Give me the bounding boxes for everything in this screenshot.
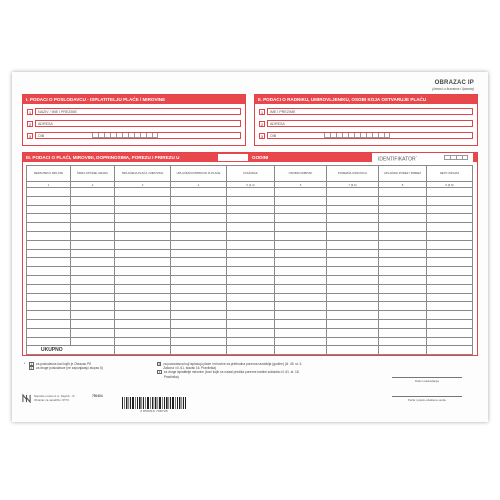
table-cell[interactable]: [171, 284, 227, 293]
table-cell[interactable]: [327, 258, 379, 267]
table-row: [27, 275, 473, 284]
note-item: 2 za druge poslodavce (ne zapunjavaju stupac 6): [30, 366, 103, 371]
table-cell[interactable]: [71, 258, 115, 267]
table-cell[interactable]: [171, 319, 227, 328]
col-header: UPLAĆENI POREZ I PRIREZ: [379, 166, 427, 182]
table-cell[interactable]: [27, 311, 71, 320]
table-cell[interactable]: [327, 319, 379, 328]
table-cell[interactable]: [427, 188, 473, 197]
table-cell[interactable]: [171, 267, 227, 276]
table-cell[interactable]: [327, 337, 379, 346]
form-sheet: [12, 72, 488, 422]
employee-name-row: [259, 108, 473, 115]
table-cell[interactable]: [171, 249, 227, 258]
table-cell[interactable]: [427, 223, 473, 232]
employee-oib-field[interactable]: [267, 132, 473, 139]
table-cell[interactable]: [227, 302, 275, 311]
section-payments-header: [23, 153, 477, 162]
field-number: 2: [28, 121, 32, 127]
table-cell[interactable]: [427, 337, 473, 346]
table-cell[interactable]: [327, 284, 379, 293]
table-cell[interactable]: [171, 275, 227, 284]
table-row: [27, 311, 473, 320]
table-cell[interactable]: [115, 188, 171, 197]
table-cell[interactable]: [227, 311, 275, 320]
col-header: DOHODAK: [227, 166, 275, 182]
oib-label: OIB: [270, 134, 277, 138]
table-cell[interactable]: [427, 311, 473, 320]
table-cell[interactable]: [327, 293, 379, 302]
table-cell[interactable]: [27, 249, 71, 258]
col-number: 6: [275, 182, 327, 188]
table-cell[interactable]: [227, 231, 275, 240]
barcode-number: 3 856016 708705: [140, 409, 168, 413]
table-cell[interactable]: [275, 231, 327, 240]
year-input[interactable]: [218, 154, 248, 161]
table-cell[interactable]: [275, 214, 327, 223]
col-header: REDNI BROJ ISPLATE: [27, 166, 71, 182]
table-cell[interactable]: [27, 240, 71, 249]
table-cell[interactable]: [227, 188, 275, 197]
form-title-block: [432, 80, 474, 91]
table-cell[interactable]: [71, 231, 115, 240]
table-cell[interactable]: [275, 293, 327, 302]
table-cell[interactable]: [171, 214, 227, 223]
table-cell[interactable]: [275, 188, 327, 197]
table-cell[interactable]: [275, 328, 327, 337]
table-cell[interactable]: [227, 258, 275, 267]
table-cell[interactable]: [27, 188, 71, 197]
signature-line[interactable]: [392, 396, 462, 397]
table-cell[interactable]: [327, 196, 379, 205]
table-cell[interactable]: [115, 214, 171, 223]
table-cell[interactable]: [275, 205, 327, 214]
table-cell[interactable]: [275, 267, 327, 276]
table-cell[interactable]: [379, 205, 427, 214]
field-number: 3: [28, 133, 32, 139]
col-number: 1: [27, 182, 71, 188]
table-cell[interactable]: [171, 205, 227, 214]
table-row: [27, 240, 473, 249]
table-cell[interactable]: [115, 328, 171, 337]
table-cell[interactable]: [427, 240, 473, 249]
oib-digit-cells: [92, 133, 158, 138]
section-payments: [22, 152, 478, 356]
col-header: UPLAĆENI DOPRINOSI IZ PLAĆE: [171, 166, 227, 182]
table-cell[interactable]: [275, 311, 327, 320]
table-cell[interactable]: [171, 302, 227, 311]
table-cell[interactable]: [327, 214, 379, 223]
table-cell[interactable]: [71, 188, 115, 197]
signature-label: Pečat i potpis ovlaštene osobe: [408, 398, 446, 402]
table-cell[interactable]: [115, 240, 171, 249]
table-cell[interactable]: [115, 302, 171, 311]
table-cell[interactable]: [327, 267, 379, 276]
table-cell[interactable]: [27, 223, 71, 232]
notes-right: [157, 362, 307, 379]
employee-address-row: [259, 120, 473, 127]
section-employer-header: I. PODACI O POSLODAVCU - ISPLATITELJU PLAĆE / MIROVINE: [23, 95, 245, 104]
table-cell[interactable]: [227, 275, 275, 284]
notes-left: [24, 362, 134, 370]
col-header: ISPLAĆENA PLAĆA / MIROVINA: [115, 166, 171, 182]
employer-address-row: [27, 120, 241, 127]
form-subtitle: (iznosi u kunama i lipama): [432, 87, 474, 91]
field-number: 2: [260, 121, 264, 127]
table-cell[interactable]: [171, 337, 227, 346]
table-cell[interactable]: [379, 249, 427, 258]
col-header: OSOBNI ODBITAK: [275, 166, 327, 182]
table-cell[interactable]: [327, 240, 379, 249]
table-cell[interactable]: [379, 293, 427, 302]
table-cell[interactable]: [115, 293, 171, 302]
table-cell[interactable]: [171, 311, 227, 320]
col-number: 7 (5-6): [327, 182, 379, 188]
table-cell[interactable]: [71, 302, 115, 311]
employer-name-field[interactable]: NAZIV / IME I PREZIME: [35, 108, 241, 115]
table-cell[interactable]: [115, 275, 171, 284]
table-cell[interactable]: [115, 223, 171, 232]
table-cell[interactable]: [27, 302, 71, 311]
date-line[interactable]: [392, 377, 462, 378]
field-number: 1: [28, 109, 32, 115]
table-row: [27, 205, 473, 214]
oib-label: OIB: [38, 134, 45, 138]
table-cell[interactable]: [427, 205, 473, 214]
table-cell[interactable]: [71, 328, 115, 337]
table-cell[interactable]: [427, 267, 473, 276]
table-cell[interactable]: [71, 240, 115, 249]
table-cell[interactable]: [327, 302, 379, 311]
table-cell[interactable]: [227, 196, 275, 205]
table-cell[interactable]: [27, 214, 71, 223]
table-cell[interactable]: [71, 196, 115, 205]
identifier-cells[interactable]: [444, 155, 468, 160]
table-cell[interactable]: [171, 258, 227, 267]
table-cell[interactable]: [171, 188, 227, 197]
table-cell[interactable]: [115, 196, 171, 205]
section-employee: [254, 94, 478, 146]
table-cell[interactable]: [379, 319, 427, 328]
table-cell[interactable]: [171, 231, 227, 240]
col-number: 5 (3-4): [227, 182, 275, 188]
table-cell[interactable]: [379, 275, 427, 284]
section-employee-header: II. PODACI O RADNIKU, UMIROVLJENIKU, OSOBI KOJA OSTVARUJE PLAĆU: [255, 95, 477, 104]
table-cell[interactable]: [275, 302, 327, 311]
table-cell[interactable]: [275, 337, 327, 346]
col-number: 8: [379, 182, 427, 188]
table-cell[interactable]: [27, 196, 71, 205]
table-cell[interactable]: [71, 293, 115, 302]
table-cell[interactable]: [71, 284, 115, 293]
total-cell[interactable]: [275, 346, 327, 355]
table-row: [27, 214, 473, 223]
table-cell[interactable]: [275, 196, 327, 205]
table-cell[interactable]: [427, 258, 473, 267]
oib-digit-cells: [324, 133, 390, 138]
table-cell[interactable]: [379, 267, 427, 276]
table-cell[interactable]: [171, 240, 227, 249]
total-cell[interactable]: [327, 346, 379, 355]
table-cell[interactable]: [171, 223, 227, 232]
table-row: [27, 267, 473, 276]
table-cell[interactable]: [275, 284, 327, 293]
table-cell[interactable]: [379, 231, 427, 240]
table-cell[interactable]: [27, 337, 71, 346]
total-cell[interactable]: [427, 346, 473, 355]
table-cell[interactable]: [115, 267, 171, 276]
table-row: [27, 293, 473, 302]
table-cell[interactable]: [427, 214, 473, 223]
table-cell[interactable]: [171, 293, 227, 302]
col-header: POREZNA OSNOVICA: [327, 166, 379, 182]
table-cell[interactable]: [427, 302, 473, 311]
table-cell[interactable]: [115, 311, 171, 320]
table-cell[interactable]: [27, 231, 71, 240]
table-cell[interactable]: [379, 311, 427, 320]
publisher-order: Obrazac za narudžbu: IP/73: [34, 397, 69, 402]
table-cell[interactable]: [71, 311, 115, 320]
table-cell[interactable]: [275, 240, 327, 249]
table-cell[interactable]: [27, 319, 71, 328]
employer-oib-row: [27, 132, 241, 139]
table-row: [27, 196, 473, 205]
col-number: 2: [71, 182, 115, 188]
table-row: [27, 223, 473, 232]
table-cell[interactable]: [71, 319, 115, 328]
publisher-block: [22, 394, 75, 403]
table-cell[interactable]: [227, 284, 275, 293]
table-cell[interactable]: [27, 205, 71, 214]
section-payments-title: III. PODACI O PLAĆI, MIROVINI, DOPRINOSIMA, POREZU I PRIREZU U: [26, 155, 180, 160]
employee-address-field[interactable]: ADRESA: [267, 120, 473, 127]
note-item: 3 za poslodavca koji isplaćuju plaće i mirovine za prethodna porezna razdoblja (godine) (čl. 45. st. 3. Zakona i čl. 61. stavak 16. Pravilnika): [158, 362, 303, 371]
table-row: [27, 302, 473, 311]
table-cell[interactable]: [379, 328, 427, 337]
col-number: 3: [115, 182, 171, 188]
field-number: 1: [260, 109, 264, 115]
table-cell[interactable]: [379, 337, 427, 346]
note-item: * 1 za poslodavca kod kojih je Obrazac PK: [24, 362, 92, 366]
barcode-icon: [122, 397, 186, 409]
table-cell[interactable]: [275, 319, 327, 328]
table-row: [27, 249, 473, 258]
total-cell[interactable]: [115, 346, 171, 355]
table-row: [27, 328, 473, 337]
table-row: [27, 337, 473, 346]
table-cell[interactable]: [71, 205, 115, 214]
table-cell[interactable]: [275, 223, 327, 232]
employee-name-field[interactable]: IME I PREZIME: [267, 108, 473, 115]
section-employer: [22, 94, 246, 146]
table-cell[interactable]: [171, 196, 227, 205]
total-label: UKUPNO: [27, 346, 115, 355]
table-header-row: [27, 166, 473, 182]
table-cell[interactable]: [227, 337, 275, 346]
table-row: [27, 231, 473, 240]
table-cell[interactable]: [227, 205, 275, 214]
employer-address-field[interactable]: ADRESA: [35, 120, 241, 127]
table-cell[interactable]: [71, 249, 115, 258]
publisher-code: 750404: [92, 394, 103, 398]
table-cell[interactable]: [427, 284, 473, 293]
table-cell[interactable]: [327, 249, 379, 258]
table-cell[interactable]: [327, 311, 379, 320]
table-cell[interactable]: [27, 267, 71, 276]
table-cell[interactable]: [115, 319, 171, 328]
table-cell[interactable]: [27, 328, 71, 337]
total-cell[interactable]: [227, 346, 275, 355]
table-cell[interactable]: [379, 284, 427, 293]
table-cell[interactable]: [427, 249, 473, 258]
table-cell[interactable]: [115, 284, 171, 293]
table-cell[interactable]: [327, 231, 379, 240]
total-row: [27, 346, 473, 355]
year-suffix: GODINI: [252, 155, 269, 160]
table-cell[interactable]: [379, 214, 427, 223]
table-cell[interactable]: [227, 293, 275, 302]
table-cell[interactable]: [379, 188, 427, 197]
table-cell[interactable]: [327, 275, 379, 284]
table-cell[interactable]: [227, 319, 275, 328]
col-header: NETO ISPLATA: [427, 166, 473, 182]
table-cell[interactable]: [427, 231, 473, 240]
total-cell[interactable]: [171, 346, 227, 355]
total-cell[interactable]: [379, 346, 427, 355]
table-cell[interactable]: [27, 284, 71, 293]
table-cell[interactable]: [227, 328, 275, 337]
employer-oib-field[interactable]: [35, 132, 241, 139]
table-cell[interactable]: [427, 319, 473, 328]
table-cell[interactable]: [27, 258, 71, 267]
table-cell[interactable]: [227, 214, 275, 223]
table-cell[interactable]: [227, 267, 275, 276]
table-cell[interactable]: [115, 205, 171, 214]
table-cell[interactable]: [227, 240, 275, 249]
table-cell[interactable]: [115, 231, 171, 240]
payments-table: [26, 165, 473, 355]
table-cell[interactable]: [115, 249, 171, 258]
table-cell[interactable]: [115, 258, 171, 267]
table-cell[interactable]: [379, 196, 427, 205]
table-cell[interactable]: [227, 249, 275, 258]
employer-name-row: [27, 108, 241, 115]
table-cell[interactable]: [379, 302, 427, 311]
table-cell[interactable]: [379, 240, 427, 249]
col-number: 9 (5-8): [427, 182, 473, 188]
identifier-box: [371, 153, 473, 162]
table-row: [27, 188, 473, 197]
field-number: 3: [260, 133, 264, 139]
publisher-name: Narodne novine d.d., Zagreb - rb: [34, 393, 75, 398]
table-cell[interactable]: [227, 223, 275, 232]
table-cell[interactable]: [427, 275, 473, 284]
table-cell[interactable]: [327, 328, 379, 337]
form-title: OBRAZAC IP: [434, 80, 474, 86]
table-cell[interactable]: [71, 223, 115, 232]
table-cell[interactable]: [427, 196, 473, 205]
table-cell[interactable]: [27, 275, 71, 284]
table-cell[interactable]: [171, 328, 227, 337]
table-cell[interactable]: [275, 275, 327, 284]
note-item: 4 za druge isplatitelje mirovine (koni kojih se nalazi predika porezne kartice sukladno čl. 61. st. 18. Pravilnika): [158, 370, 300, 379]
table-cell[interactable]: [427, 293, 473, 302]
table-row: [27, 319, 473, 328]
table-cell[interactable]: [379, 223, 427, 232]
table-cell[interactable]: [379, 258, 427, 267]
identifier-label: IDENTIFIKATOR*: [378, 155, 417, 163]
table-cell[interactable]: [71, 275, 115, 284]
table-cell[interactable]: [27, 293, 71, 302]
table-cell[interactable]: [275, 258, 327, 267]
table-cell[interactable]: [71, 337, 115, 346]
table-cell[interactable]: [71, 214, 115, 223]
table-cell[interactable]: [427, 328, 473, 337]
employee-oib-row: [259, 132, 473, 139]
col-number: 4: [171, 182, 227, 188]
table-cell[interactable]: [327, 223, 379, 232]
table-cell[interactable]: [327, 205, 379, 214]
table-cell[interactable]: [327, 188, 379, 197]
table-cell[interactable]: [275, 249, 327, 258]
publisher-logo-icon: [22, 394, 31, 403]
col-header: ŠIFRA OPĆINE/ GRADA: [71, 166, 115, 182]
table-row: [27, 258, 473, 267]
date-label: Datum sastavljanja: [415, 379, 439, 383]
table-cell[interactable]: [71, 267, 115, 276]
table-row: [27, 284, 473, 293]
table-cell[interactable]: [115, 337, 171, 346]
